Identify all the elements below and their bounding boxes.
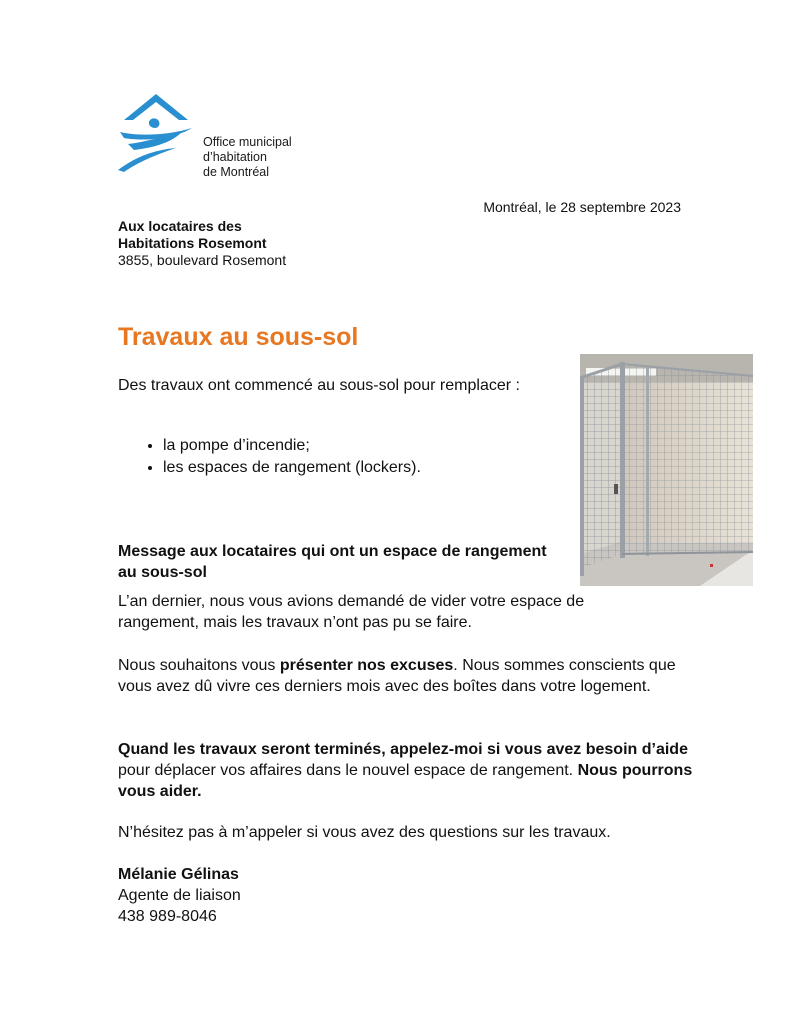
logo-line: d’habitation [203,150,267,164]
signature-role: Agente de liaison [118,887,241,904]
paragraph-3 [118,739,698,802]
storage-lockers-photo-icon [580,354,753,586]
list-item: • les espaces de rangement (lockers). [163,457,421,479]
work-list [118,435,421,479]
logo-wordmark [203,135,292,180]
paragraph-2-bold: présenter nos excuses [279,657,454,674]
logo-line: Office municipal [203,135,292,149]
paragraph-3-bold-2: Nous pourrons vous aider. [118,762,693,800]
paragraph-4: N’hésitez pas à m’appeler si vous avez des questions sur les travaux. [118,824,611,841]
paragraph-3-bold-1: Quand les travaux seront terminés, appelez-moi si vous avez besoin d’aide [118,741,688,758]
message-heading: Message aux locataires qui ont un espace de rangement au sous-sol [118,543,547,581]
omhm-logo [116,92,316,182]
paragraph-1: L’an dernier, nous vous avions demandé de vider votre espace de rangement, mais les travaux n’ont pas pu se faire. [118,593,585,631]
address-line-2: Habitations Rosemont [118,235,267,251]
letter-date: Montréal, le 28 septembre 2023 [483,199,681,215]
list-item: • la pompe d’incendie; [163,435,421,457]
intro-text: Des travaux ont commencé au sous-sol pour remplacer : [118,377,520,394]
recipient-address [118,218,286,269]
omhm-house-figure-icon [116,92,202,182]
address-line-1: Aux locataires des [118,218,242,234]
storage-lockers-photo [580,354,753,586]
page-title: Travaux au sous-sol [118,323,359,351]
signature-phone: 438 989-8046 [118,908,217,925]
signature-block [118,864,241,927]
paragraph-2 [118,655,708,697]
paragraph-2-before: Nous souhaitons vous [118,657,280,674]
logo-line: de Montréal [203,165,270,179]
address-line-3: 3855, boulevard Rosemont [118,252,287,268]
paragraph-3-middle: pour déplacer vos affaires dans le nouvel espace de rangement. [118,762,578,779]
paragraph-2-after: . Nous sommes conscients que vous avez dû vivre ces derniers mois avec des boîtes dans votre logement. [118,657,676,695]
signature-name: Mélanie Gélinas [118,866,239,883]
